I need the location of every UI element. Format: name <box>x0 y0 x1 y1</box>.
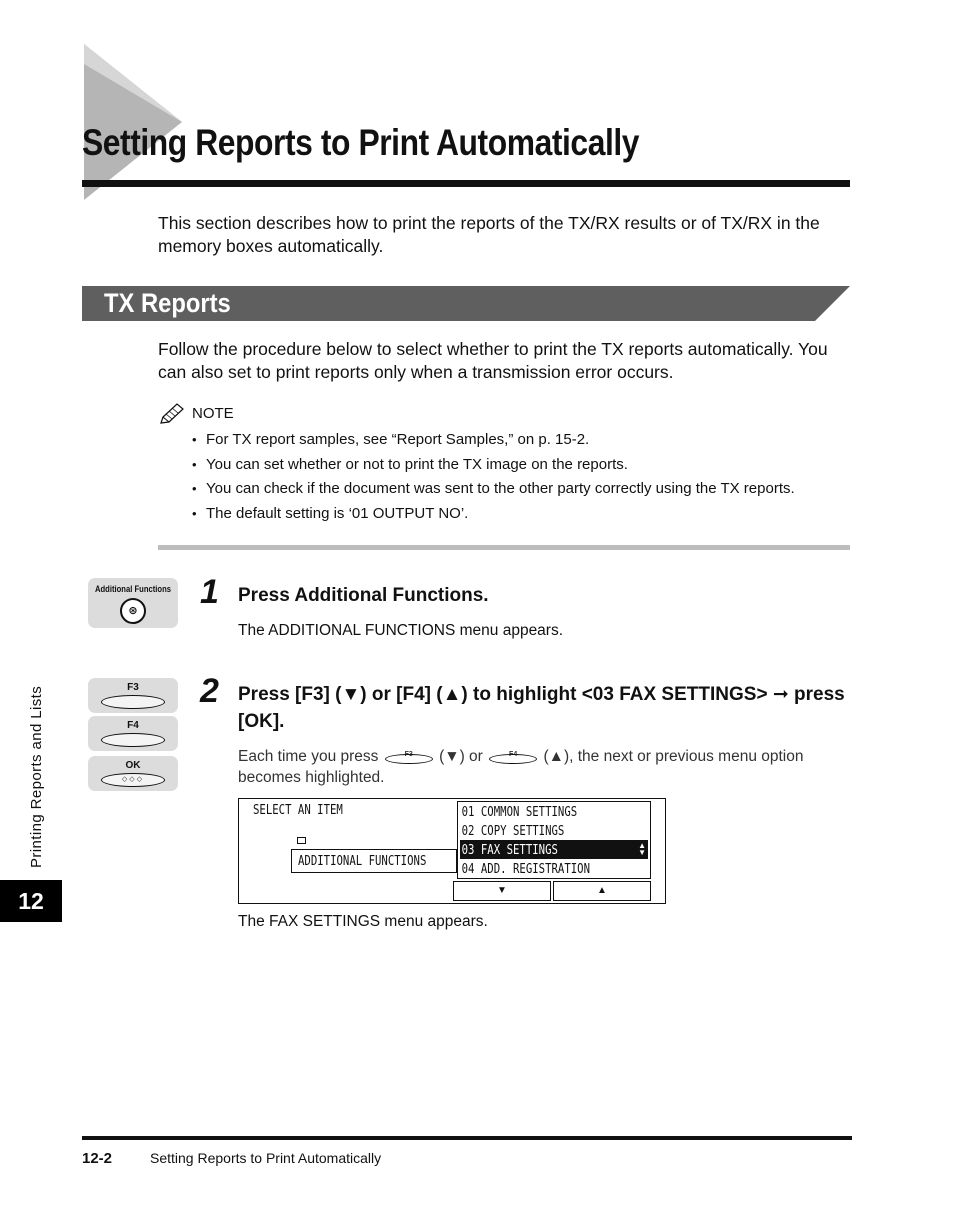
key-label: OK <box>125 760 141 771</box>
step-number: 2 <box>200 672 219 710</box>
step-text <box>238 746 853 788</box>
section-divider <box>158 545 850 550</box>
additional-functions-icon: ⊛ <box>120 598 146 624</box>
key-oval <box>101 695 165 709</box>
lcd-up-button[interactable]: ▲ <box>553 881 651 901</box>
lcd-menu-item[interactable]: 04 ADD. REGISTRATION <box>461 862 591 877</box>
step-text-part: (▲), the next or previous menu option becomes highlighted. <box>238 748 804 786</box>
pencil-icon <box>158 402 186 426</box>
step-text: The ADDITIONAL FUNCTIONS menu appears. <box>238 622 564 639</box>
scroll-arrows-icon: ▲ ▼ <box>638 841 646 857</box>
key-oval <box>101 733 165 747</box>
footer-title: Setting Reports to Print Automatically <box>150 1150 382 1166</box>
step-number: 1 <box>200 573 219 611</box>
note-item: • For TX report samples, see “Report Samples,” on p. 15-2. <box>192 428 795 453</box>
note-list <box>192 428 795 526</box>
step-heading: Press [F3] (▼) or [F4] (▲) to highlight <03 FAX SETTINGS> ➞ press [OK]. <box>238 684 845 732</box>
section-intro: Follow the procedure below to select whether to print the TX reports automatically. You can also set to print reports only when a transmission error occurs. <box>158 339 828 382</box>
chapter-side-label: Printing Reports and Lists <box>28 685 45 868</box>
note-item: • You can check if the document was sent to the other party correctly using the TX reports. <box>192 477 795 502</box>
lcd-menu-list <box>457 801 651 879</box>
note-label: NOTE <box>192 405 234 422</box>
note-item: • You can set whether or not to print the TX image on the reports. <box>192 453 795 478</box>
lcd-current-menu: ADDITIONAL FUNCTIONS <box>291 849 457 873</box>
note-item: • The default setting is ‘01 OUTPUT NO’. <box>192 502 795 527</box>
f3-key-inline-icon <box>383 748 435 764</box>
inline-key-label: F3 <box>404 751 413 758</box>
step-heading: Press Additional Functions. <box>238 585 489 606</box>
f4-key-inline-icon <box>487 748 539 764</box>
additional-functions-key <box>88 578 178 628</box>
section-title: TX Reports <box>104 288 231 318</box>
step-caption: The FAX SETTINGS menu appears. <box>238 913 488 930</box>
footer-rule <box>82 1136 852 1140</box>
chapter-number-tab: 12 <box>0 880 62 922</box>
page-number: 12-2 <box>82 1150 113 1167</box>
intro-paragraph: This section describes how to print the reports of the TX/RX results or of TX/RX in the memory boxes automatically. <box>158 213 820 256</box>
key-label: F4 <box>127 720 139 731</box>
lcd-menu-item[interactable]: 02 COPY SETTINGS <box>461 824 565 839</box>
lcd-menu-item-selected[interactable]: 03 FAX SETTINGS ▲ ▼ <box>461 841 646 858</box>
page-title: Setting Reports to Print Automatically <box>82 122 640 163</box>
key-label: F3 <box>127 682 139 693</box>
lcd-screen <box>238 798 666 904</box>
lcd-prompt: SELECT AN ITEM <box>253 803 343 818</box>
f4-key <box>88 716 178 751</box>
ok-dots-icon: ◇◇◇ <box>101 773 165 787</box>
lcd-indicator <box>297 837 306 844</box>
step-text-part: (▼) or <box>439 748 483 765</box>
lcd-down-button[interactable]: ▼ <box>453 881 551 901</box>
f3-key <box>88 678 178 713</box>
lcd-menu-item[interactable]: 01 COMMON SETTINGS <box>461 805 578 820</box>
ok-key <box>88 756 178 791</box>
step-text-part: Each time you press <box>238 748 379 765</box>
inline-key-label: F4 <box>509 751 518 758</box>
key-label: Additional Functions <box>94 584 172 594</box>
title-rule <box>82 180 850 187</box>
